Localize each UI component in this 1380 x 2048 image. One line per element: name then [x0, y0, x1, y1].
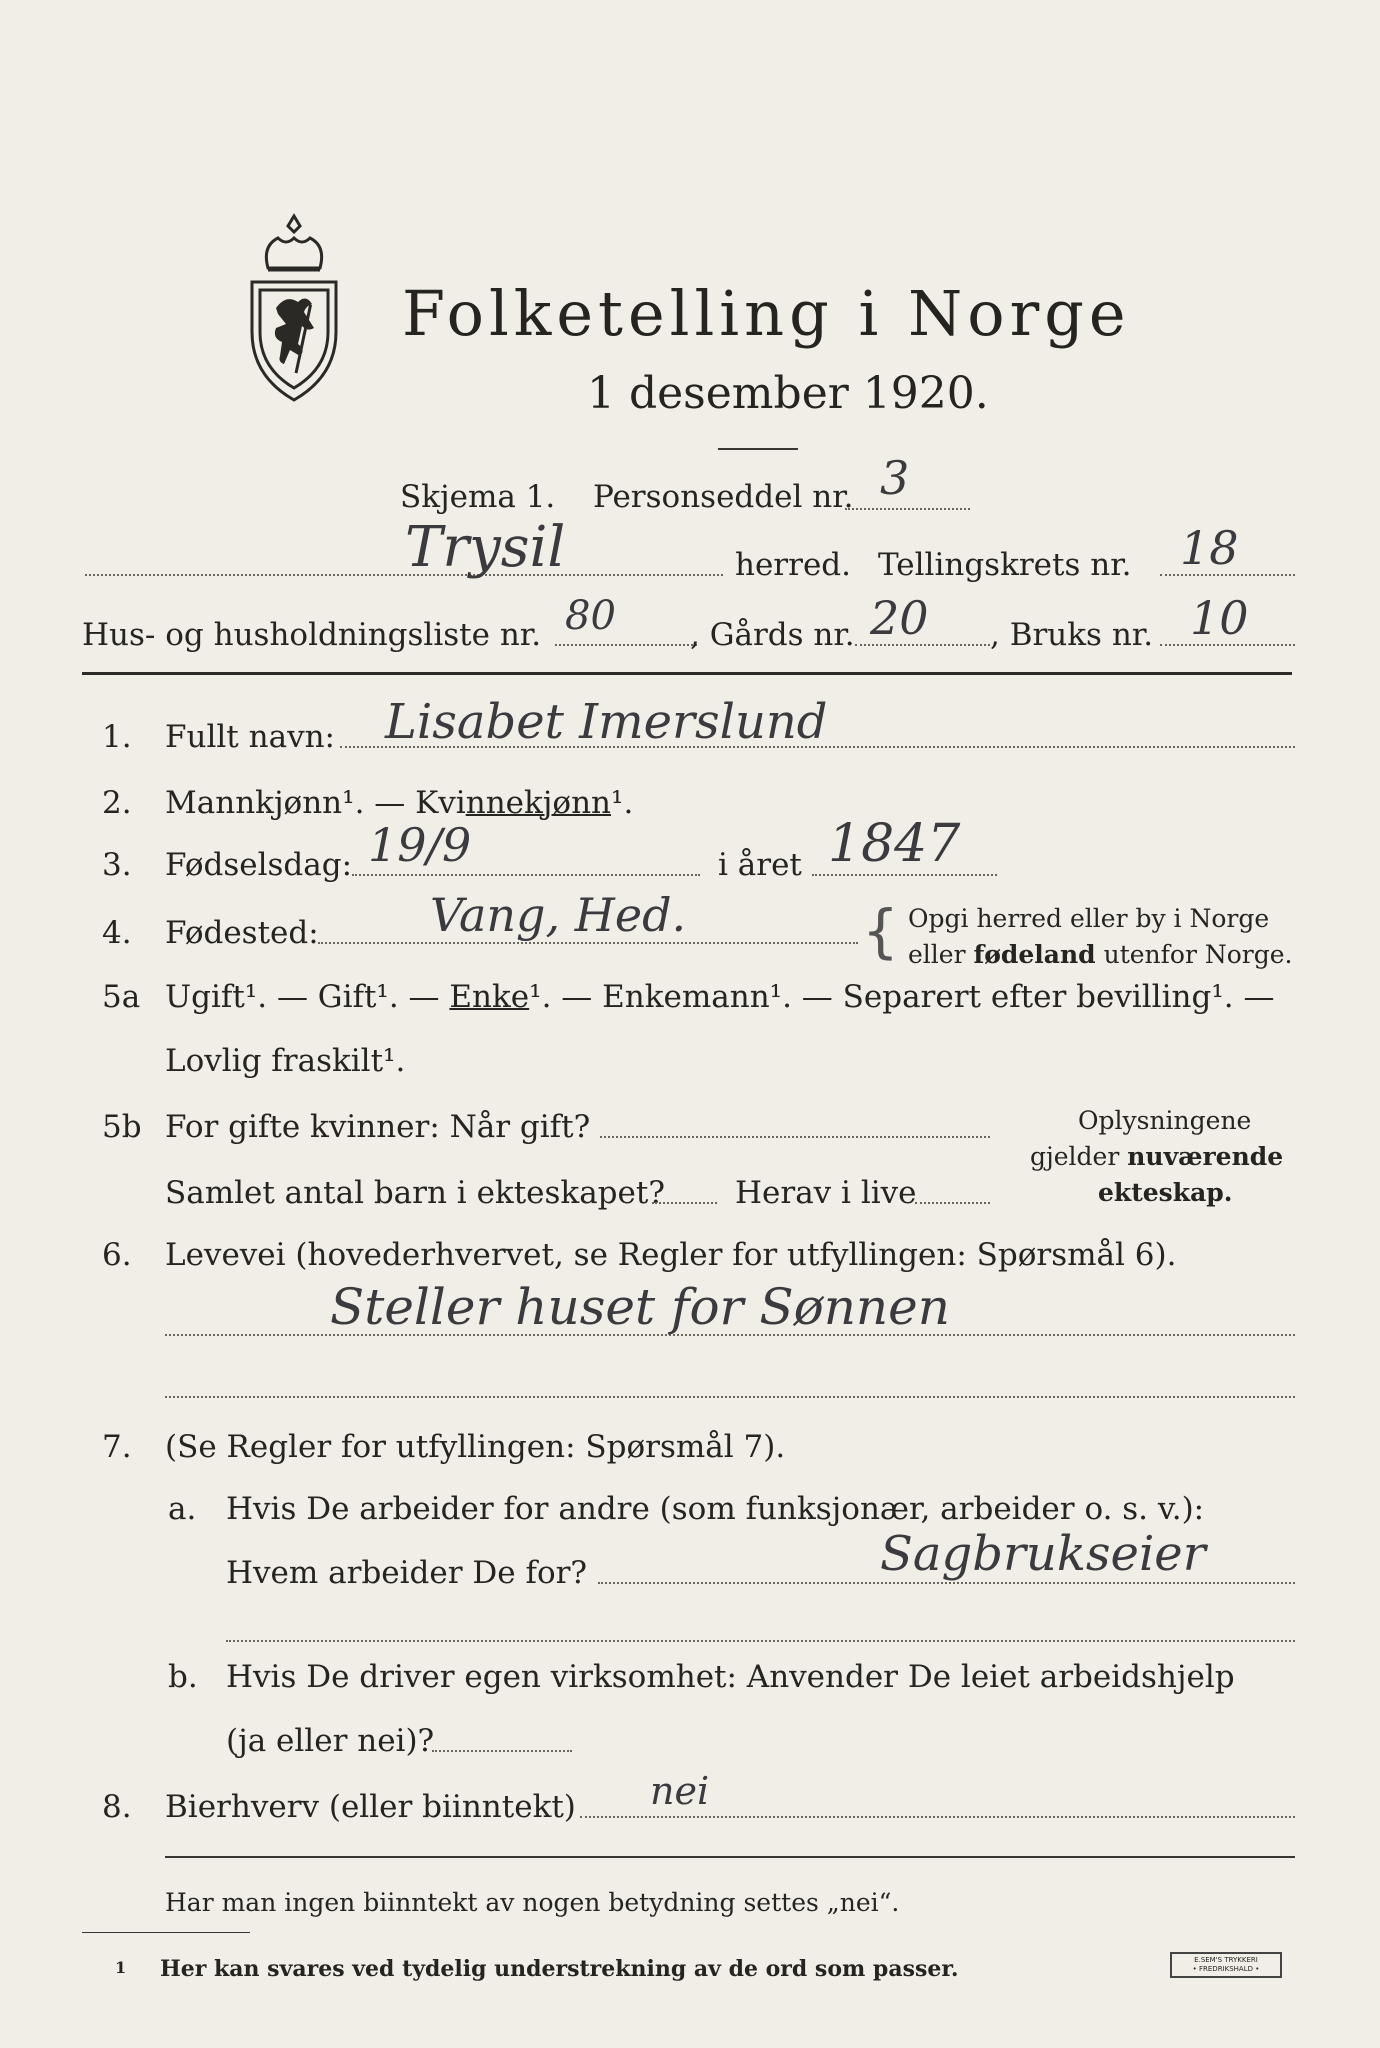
- footnote-text: Her kan svares ved tydelig understrekning av de ord som passer.: [160, 1956, 959, 1982]
- q7a-letter: a.: [168, 1491, 197, 1527]
- q7a-line1: [598, 1582, 1295, 1584]
- q8-number: 8.: [102, 1789, 132, 1825]
- q7b-label-line2: (ja eller nei)?: [226, 1723, 435, 1759]
- q6-number: 6.: [102, 1237, 132, 1273]
- title-divider: [718, 448, 798, 450]
- herred-label: herred.: [735, 547, 851, 583]
- herred-value[interactable]: Trysil: [405, 515, 566, 580]
- q7a-label-line1: Hvis De arbeider for andre (som funksjonær, arbeider o. s. v.):: [226, 1491, 1205, 1527]
- q4-note-line1: Opgi herred eller by i Norge: [908, 904, 1270, 933]
- q5a-number: 5a: [102, 979, 141, 1015]
- q4-note-brace: {: [862, 897, 899, 965]
- q5a-selected-enke[interactable]: Enke: [449, 979, 530, 1015]
- q7a-label-line2: Hvem arbeider De for?: [226, 1555, 588, 1591]
- q3-line: [352, 874, 700, 876]
- q7-label: (Se Regler for utfyllingen: Spørsmål 7).: [165, 1429, 786, 1465]
- footnote-mark: 1: [115, 1958, 127, 1977]
- q5a-options: Ugift¹. — Gift¹. — Enke¹. — Enkemann¹. — Separert efter bevilling¹. —: [165, 979, 1275, 1015]
- q5a-options-line2: Lovlig fraskilt¹.: [165, 1043, 406, 1079]
- q7b-line: [432, 1750, 572, 1752]
- personseddel-label: Personseddel nr.: [593, 479, 854, 515]
- tellingskrets-label: Tellingskrets nr.: [878, 547, 1132, 583]
- footer-rule: [165, 1856, 1295, 1858]
- q1-label: Fullt navn:: [165, 719, 335, 755]
- q5b-barn-line: [652, 1202, 717, 1204]
- printer-stamp: E.SEM'S TRYKKERI • FREDRIKSHALD •: [1170, 1952, 1282, 1978]
- q4-label: Fødested:: [165, 915, 319, 951]
- hus-value[interactable]: 80: [565, 593, 616, 639]
- q6-label: Levevei (hovederhvervet, se Regler for utfyllingen: Spørsmål 6).: [165, 1237, 1177, 1273]
- q6-value[interactable]: Steller huset for Sønnen: [330, 1278, 950, 1336]
- q7a-value[interactable]: Sagbrukseier: [880, 1526, 1206, 1582]
- q2-number: 2.: [102, 785, 132, 821]
- q1-value[interactable]: Lisabet Imerslund: [385, 694, 828, 750]
- q7b-letter: b.: [168, 1659, 198, 1695]
- q5b-note-line1: Oplysningene: [1078, 1106, 1252, 1135]
- q4-value[interactable]: Vang, Hed.: [430, 888, 687, 942]
- hus-line: [555, 644, 697, 646]
- q5b-label-i-live: Herav i live: [735, 1175, 917, 1211]
- q5b-label-nar-gift: For gifte kvinner: Når gift?: [165, 1109, 591, 1145]
- q5b-note-line2: gjelder nuværende: [1030, 1142, 1284, 1171]
- q5b-note-line3: ekteskap.: [1098, 1178, 1233, 1207]
- q8-value[interactable]: nei: [650, 1769, 710, 1813]
- q5b-label-barn: Samlet antal barn i ekteskapet?: [165, 1175, 665, 1211]
- q3-year-value[interactable]: 1847: [828, 814, 961, 874]
- q8-label: Bierhverv (eller biinntekt): [165, 1789, 576, 1825]
- gards-label: , Gårds nr.: [690, 617, 855, 653]
- q3-value[interactable]: 19/9: [368, 818, 472, 872]
- bruks-value[interactable]: 10: [1190, 591, 1249, 645]
- q3-year-label: i året: [718, 847, 802, 883]
- q3-label: Fødselsdag:: [165, 847, 353, 883]
- q7-number: 7.: [102, 1429, 132, 1465]
- gards-value[interactable]: 20: [870, 591, 929, 645]
- q4-note-line2: eller fødeland utenfor Norge.: [908, 940, 1293, 969]
- norway-coat-of-arms-icon: [238, 208, 350, 404]
- personseddel-line: [845, 508, 970, 510]
- hus-label: Hus- og husholdningsliste nr.: [82, 617, 542, 653]
- q3-number: 3.: [102, 847, 132, 883]
- footnote-rule: [82, 1932, 250, 1933]
- census-date: 1 desember 1920.: [587, 368, 989, 419]
- tellingskrets-value[interactable]: 18: [1180, 521, 1239, 575]
- q5b-i-live-line: [915, 1202, 990, 1204]
- q8-line: [580, 1816, 1295, 1818]
- q7a-line2: [226, 1640, 1295, 1642]
- q3-year-line: [812, 874, 997, 876]
- footer-note: Har man ingen biinntekt av nogen betydning settes „nei“.: [165, 1888, 900, 1917]
- q5b-number: 5b: [102, 1109, 142, 1145]
- q2-selected-kvinnekjonn[interactable]: nnekjønn: [465, 785, 612, 821]
- q4-number: 4.: [102, 915, 132, 951]
- form-title: Folketelling i Norge: [402, 277, 1131, 350]
- q5b-nar-gift-line: [600, 1136, 990, 1138]
- skjema-label: Skjema 1.: [400, 479, 556, 515]
- q2-sex-options: Mannkjønn¹. — Kvinnekjønn¹.: [165, 785, 634, 821]
- bruks-label: , Bruks nr.: [990, 617, 1154, 653]
- q6-line2: [165, 1396, 1295, 1398]
- q7b-label-line1: Hvis De driver egen virksomhet: Anvender De leiet arbeidshjelp: [226, 1659, 1235, 1695]
- q1-number: 1.: [102, 719, 132, 755]
- header-rule: [82, 672, 1292, 675]
- personseddel-value[interactable]: 3: [880, 451, 910, 505]
- herred-line: [85, 574, 723, 576]
- q4-line: [318, 942, 858, 944]
